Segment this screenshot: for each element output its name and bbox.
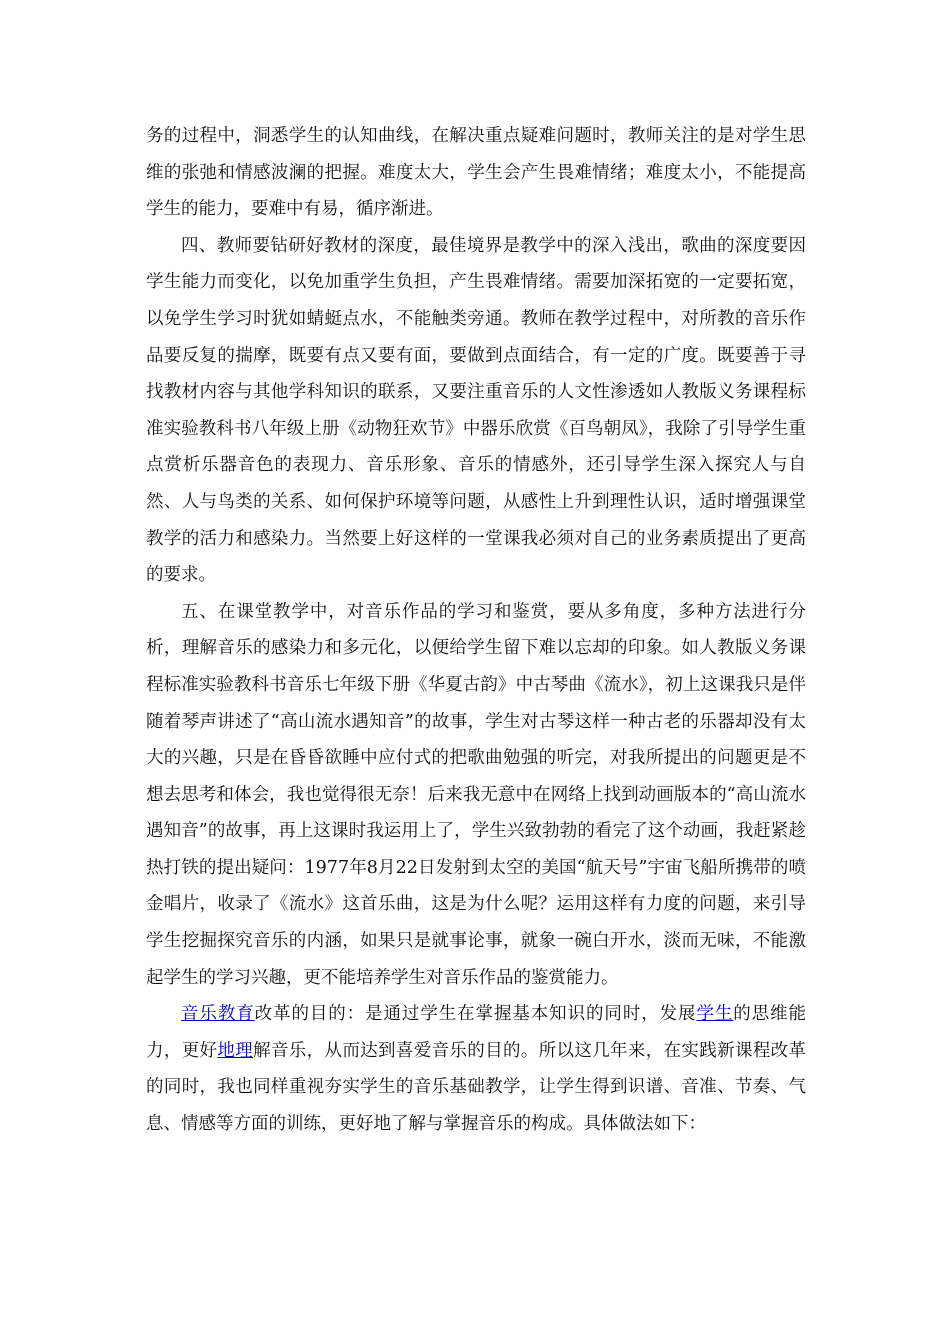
paragraph-music-education [146,996,806,1142]
link-geography[interactable]: 地理 [217,1040,254,1061]
link-student[interactable]: 学生 [696,1004,734,1025]
paragraph-text-segment: 改革的目的：是通过学生在掌握基本知识的同时，发展 [254,1004,697,1025]
paragraph-point-four: 四、教师要钻研好教材的深度，最佳境界是教学中的深入浅出，歌曲的深度要因学生能力而变化，以免加重学生负担，产生畏难情绪。需要加深拓宽的一定要拓宽，以免学生学习时犹如蜻蜓点水，不能触类旁通。教师在教学过程中，对所教的音乐作品要反复的揣摩，既要有点又要有面，要做到点面结合，有一定的广度。既要善于寻找教材内容与其他学科知识的联系，又要注重音乐的人文性渗透如人教版义务课程标准实验教科书八年级上册《动物狂欢节》中器乐欣赏《百鸟朝凤》，我除了引导学生重点赏析乐器音色的表现力、音乐形象、音乐的情感外，还引导学生深入探究人与自然、人与鸟类的关系、如何保护环境等问题，从感性上升到理性认识，适时增强课堂教学的活力和感染力。当然要上好这样的一堂课我必须对自己的业务素质提出了更高的要求。 [146,235,806,586]
paragraph-text-segment: 的思维能力，更好 [146,1004,807,1061]
paragraph-point-five: 五、在课堂教学中，对音乐作品的学习和鉴赏，要从多角度，多种方法进行分析，理解音乐的感染力和多元化，以便给学生留下难以忘却的印象。如人教版义务课程标准实验教科书音乐七年级下册《华夏古韵》中古琴曲《流水》，初上这课我只是伴随着琴声讲述了“高山流水遇知音”的故事，学生对古琴这样一种古老的乐器却没有太大的兴趣，只是在昏昏欲睡中应付式的把歌曲勉强的听完，对我所提出的问题更是不想去思考和体会，我也觉得很无奈！后来我无意中在网络上找到动画版本的“高山流水遇知音”的故事，再上这课时我运用上了，学生兴致勃勃的看完了这个动画，我赶紧趁热打铁的提出疑问：1977年8月22日发射到太空的美国“航天号”宇宙飞船所携带的喷金唱片，收录了《流水》这首乐曲，这是为什么呢？运用这样有力度的问题，来引导学生挖掘探究音乐的内涵，如果只是就事论事，就象一碗白开水，淡而无味，不能激起学生的学习兴趣，更不能培养学生对音乐作品的鉴赏能力。 [146,601,806,988]
link-music-education[interactable]: 音乐教育 [181,1004,255,1025]
paragraph-text-segment: 解音乐，从而达到喜爱音乐的目的。所以这几年来，在实践新课程改革的同时，我也同样重视夯实学生的音乐基础教学，让学生得到识谱、音准、节奏、气息、情感等方面的训练，更好地了解与掌握音乐的构成。具体做法如下： [146,1040,807,1135]
paragraph-continuation: 务的过程中，洞悉学生的认知曲线，在解决重点疑难问题时，教师关注的是对学生思维的张弛和情感波澜的把握。难度太大，学生会产生畏难情绪；难度太小，不能提高学生的能力，要难中有易，循序渐进。 [146,126,806,220]
document-body [146,118,806,1143]
